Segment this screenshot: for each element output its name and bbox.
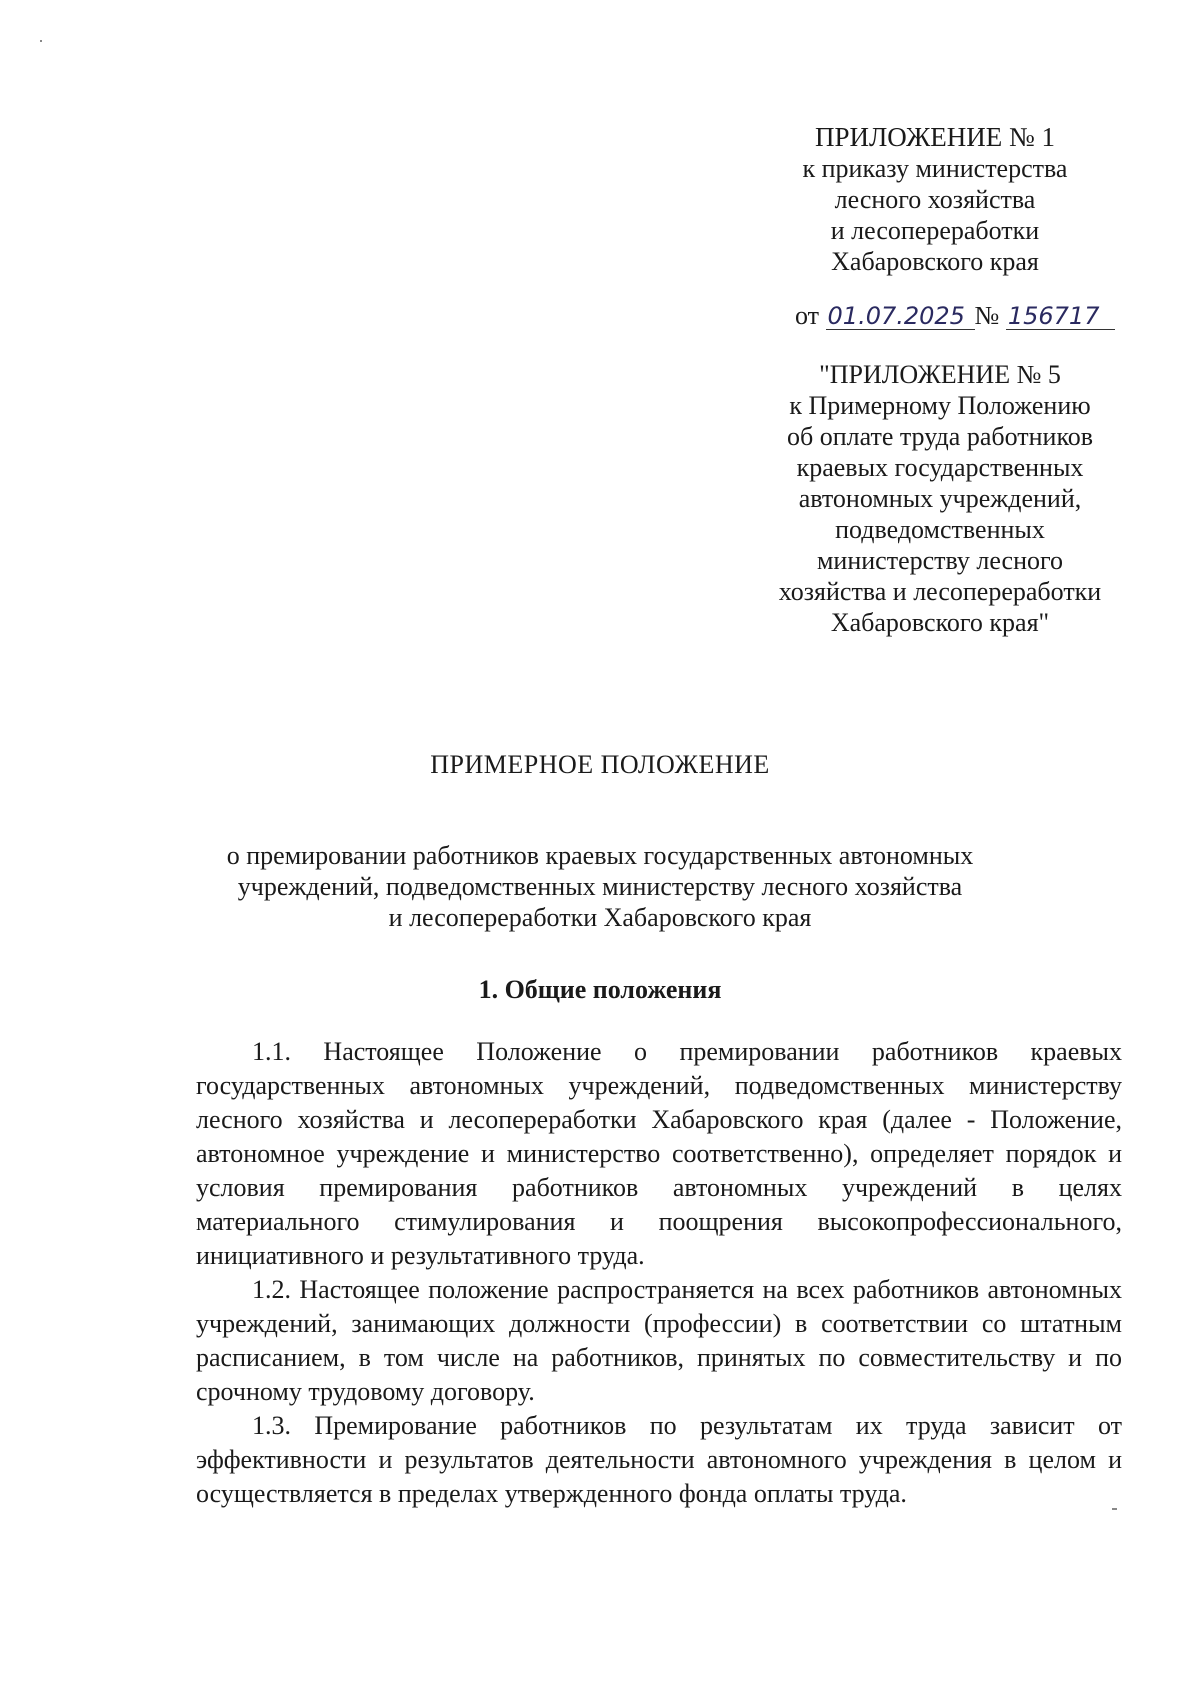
appendix-1-line: к приказу министерства <box>802 154 1068 183</box>
appendix-5-line: "ПРИЛОЖЕНИЕ № 5 <box>819 360 1061 389</box>
appendix-5-line: министерству лесного <box>816 546 1064 575</box>
scan-speck <box>40 40 42 42</box>
subtitle-line: и лесопереработки Хабаровского края <box>388 903 812 932</box>
appendix-1-line: Хабаровского края <box>831 247 1039 276</box>
subtitle-line: учреждений, подведомственных министерству лесного хозяйства <box>237 872 963 901</box>
document-subtitle <box>200 840 1000 933</box>
appendix-1-heading: ПРИЛОЖЕНИЕ № 1 <box>814 122 1056 152</box>
appendix-5-line: подведомственных <box>835 515 1045 544</box>
appendix-5-line: автономных учреждений, <box>798 484 1082 513</box>
appendix-1-line: лесного хозяйства <box>834 185 1036 214</box>
appendix-1-header <box>760 122 1110 277</box>
paragraph-1-3: 1.3. Премирование работников по результатам их труда зависит от эффективности и результатов деятельности автономного учреждения в целом и осуществляется в пределах утвержденного фонда оплаты труда. <box>196 1411 1122 1508</box>
handwritten-order-number: 156717 <box>1006 303 1115 330</box>
scan-speck <box>1112 1508 1117 1510</box>
appendix-1-line: и лесопереработки <box>830 216 1040 245</box>
appendix-5-line: Хабаровского края" <box>830 608 1050 637</box>
number-sign: № <box>974 301 1000 330</box>
order-dateline <box>795 300 1125 331</box>
appendix-5-line: краевых государственных <box>796 453 1084 482</box>
appendix-5-line: хозяйства и лесопереработки <box>778 577 1102 606</box>
handwritten-date: 01.07.2025 <box>826 303 975 330</box>
dateline-prefix: от <box>795 301 820 330</box>
appendix-5-line: об оплате труда работников <box>786 422 1094 451</box>
appendix-5-header <box>740 359 1140 638</box>
section-body <box>196 1035 1122 1511</box>
document-title: ПРИМЕРНОЕ ПОЛОЖЕНИЕ <box>430 750 770 779</box>
section-heading: 1. Общие положения <box>478 975 722 1004</box>
paragraph-1-2: 1.2. Настоящее положение распространяется на всех работников автономных учреждений, занимающих должности (профессии) в соответствии со штатным расписанием, в том числе на работников, принятых по совместительству и по срочному трудовому договору. <box>196 1275 1122 1406</box>
subtitle-line: о премировании работников краевых государственных автономных <box>226 841 974 870</box>
paragraph-1-1: 1.1. Настоящее Положение о премировании работников краевых государственных автономных учреждений, подведомственных министерству лесного хозяйства и лесопереработки Хабаровского края (далее - Положение, автономное учреждение и министерство соответственно), определяет порядок и условия премирования работников автономных учреждений в целях материального стимулирования и поощрения высокопрофессионального, инициативного и результативного труда. <box>196 1037 1122 1270</box>
appendix-5-line: к Примерному Положению <box>789 391 1091 420</box>
